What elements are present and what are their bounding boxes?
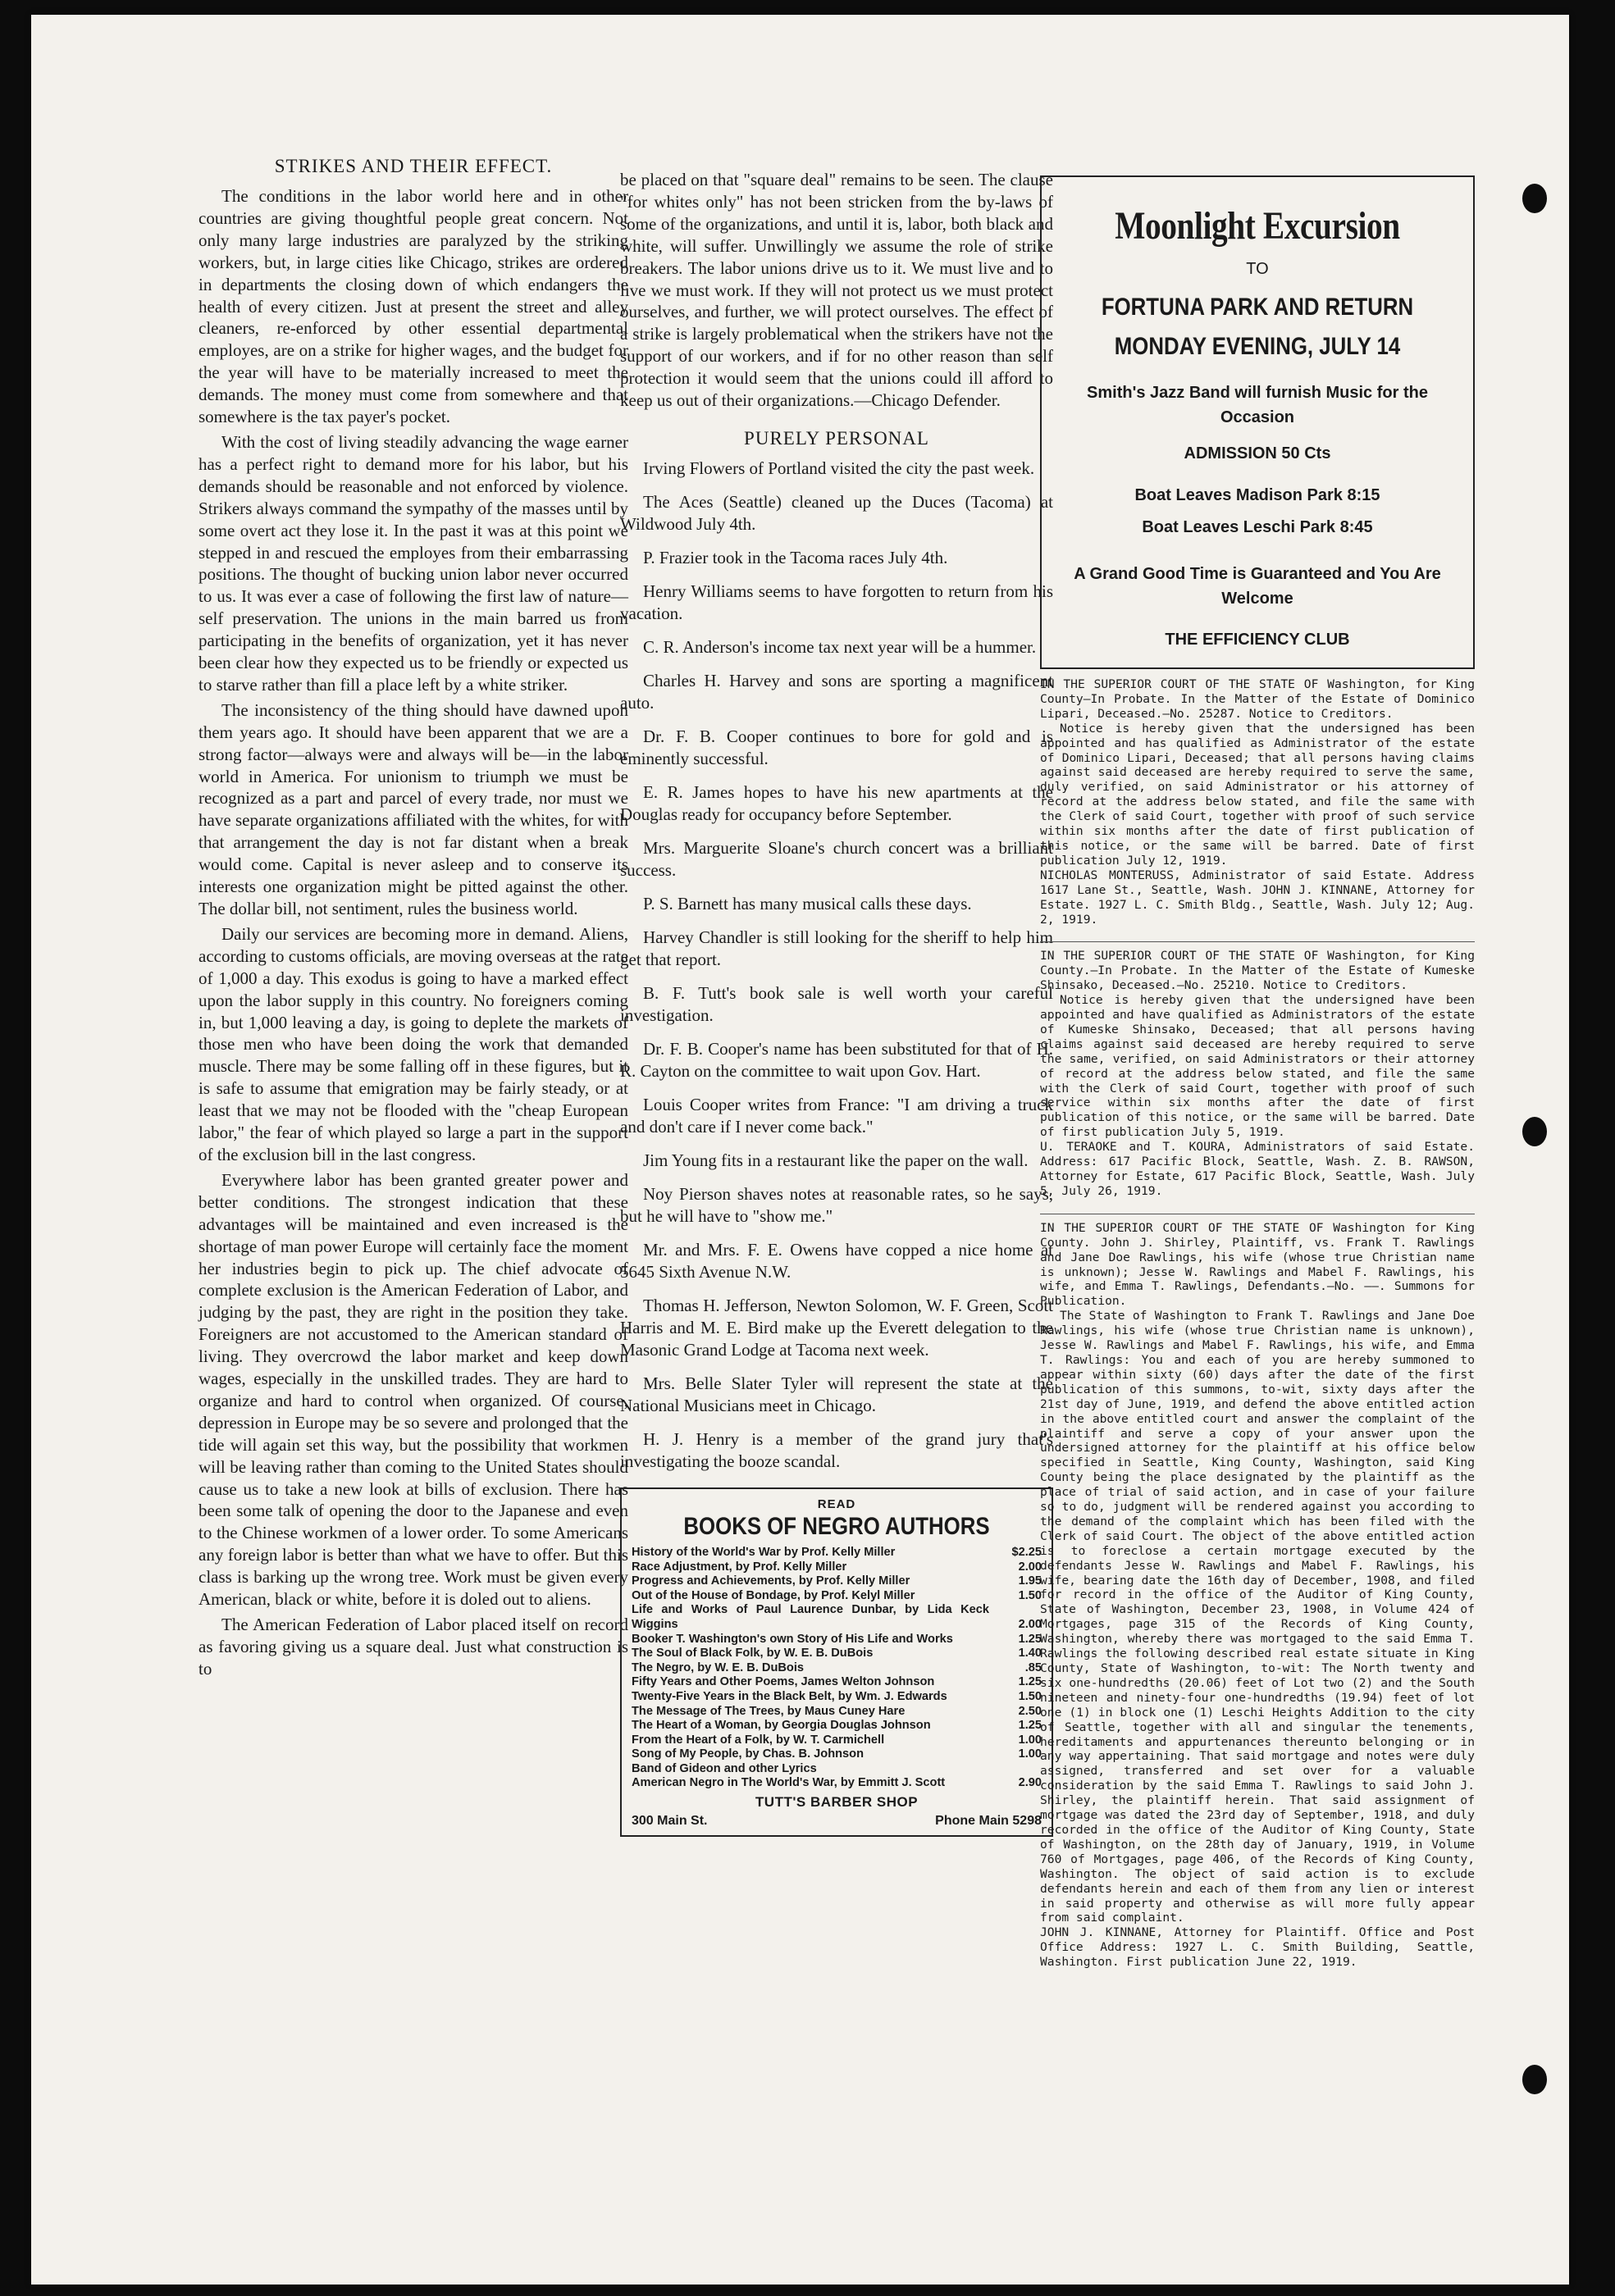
personal-item: Harvey Chandler is still looking for the sheriff to help him get that report. bbox=[620, 927, 1053, 969]
excursion-destination: FORTUNA PARK AND RETURN bbox=[1101, 294, 1414, 321]
book-title: Twenty-Five Years in the Black Belt, by Wm. J. Edwards bbox=[632, 1689, 947, 1703]
personals-title: PURELY PERSONAL bbox=[744, 427, 929, 449]
book-price: 1.25 bbox=[1018, 1632, 1042, 1646]
book-price: 1.40 bbox=[1018, 1647, 1042, 1660]
book-price: 2.50 bbox=[1018, 1704, 1042, 1718]
personal-item: Mrs. Marguerite Sloane's church concert was a brilliant success. bbox=[620, 837, 1053, 880]
book-price: 1.25 bbox=[1018, 1675, 1042, 1689]
personal-item: Noy Pierson shaves notes at reasonable rates, so he says, but he will have to "show me." bbox=[620, 1183, 1053, 1226]
book-title: History of the World's War by Prof. Kelly Miller bbox=[632, 1545, 896, 1559]
book-item bbox=[632, 1705, 1042, 1720]
editorial-paragraph: Daily our services are becoming more in demand. Aliens, according to customs officials, are moving overseas at the rate of 1,000 a day. This exodus is going to have a marked effect upon the labor supply in this country. No foreigners coming in, but 1,000 leaving a day, is going to deplete the markets of those men who have been doing the work that demanded muscle. There may be some falling off in these figures, but it is safe to assume that emigration may be fairly steady, or at least that we may not be flooded with the "cheap European labor," the fear of which played so large a part in the support of the exclusion bill in the last congress. bbox=[198, 923, 628, 1164]
personal-item: Dr. F. B. Cooper continues to bore for gold and is eminently successful. bbox=[620, 726, 1053, 768]
book-item bbox=[632, 1776, 1042, 1791]
book-title: From the Heart of a Folk, by W. T. Carmichell bbox=[632, 1733, 885, 1747]
personal-item: P. S. Barnett has many musical calls these days. bbox=[643, 893, 972, 913]
book-item bbox=[632, 1560, 1042, 1575]
book-price: .85 bbox=[1024, 1660, 1042, 1674]
book-price: 1.50 bbox=[1018, 1689, 1042, 1703]
book-price: 1.00 bbox=[1018, 1733, 1042, 1747]
binder-hole-bottom bbox=[1522, 2065, 1547, 2094]
personal-item: E. R. James hopes to have his new apartments at the Douglas ready for occupancy before September. bbox=[620, 781, 1053, 824]
editorial-title: STRIKES AND THEIR EFFECT. bbox=[274, 156, 553, 176]
personal-item: Charles H. Harvey and sons are sporting a magnificent auto. bbox=[620, 670, 1053, 713]
notice-signature: NICHOLAS MONTERUSS, Administrator of said Estate. Address 1617 Lane St., Seattle, Wash. JOHN J. KINNANE, Attorney for Estate. 1927 L. C. Smith Bldg., Seattle, Wash. July 12; Aug. 2, 1919. bbox=[1040, 868, 1475, 927]
editorial-paragraph: The inconsistency of the thing should have dawned upon them years ago. It should have been apparent that we are a strong factor—always were and always will be—in the labor world in America. For unionism to triumph we must be recognized as a part and parcel of every trade, nor must we have separate organizations affiliated with the whites, for with that arrangement the day is not far distant when a break would come. Capital is never asleep and to conserve its interests one organization might be pitted against the other. The dollar bill, not sentiment, rules the business world. bbox=[198, 699, 628, 918]
book-price: 2.90 bbox=[1018, 1776, 1042, 1790]
editorial-paragraph: The conditions in the labor world here and in other countries are giving thoughtful people great concern. Not only many large industries are paralyzed by the striking workers, but, in large cities like Chicago, strikes are ordered in departments the closing down of which endangers the health of every citizen. Just at present the street and alley cleaners, re-enforced by other essential departmental employes, are on a strike for higher wages, and the budget for the year will have to be materially increased to meet the demands. The money must come from somewhere and that somewhere is the tax payer's pocket. bbox=[198, 186, 628, 427]
legal-notice-lipari bbox=[1040, 677, 1475, 927]
personal-item: Dr. F. B. Cooper's name has been substituted for that of H. R. Cayton on the committee to wait upon Gov. Hart. bbox=[620, 1038, 1053, 1081]
personal-item: B. F. Tutt's book sale is well worth your careful investigation. bbox=[620, 982, 1053, 1025]
book-title: The Message of The Trees, by Maus Cuney Hare bbox=[632, 1704, 906, 1718]
personal-item: Irving Flowers of Portland visited the city the past week. bbox=[643, 458, 1035, 478]
books-ad-read: READ bbox=[817, 1496, 856, 1511]
excursion-title: Moonlight Excursion bbox=[1115, 204, 1400, 248]
personal-item: The Aces (Seattle) cleaned up the Duces (Tacoma) at Wildwood July 4th. bbox=[620, 491, 1053, 534]
excursion-to: TO bbox=[1246, 260, 1269, 278]
excursion-date: MONDAY EVENING, JULY 14 bbox=[1114, 333, 1401, 360]
books-advertisement bbox=[620, 1487, 1053, 1837]
book-title: Life and Works of Paul Laurence Dunbar, by Lida Keck Wiggins bbox=[632, 1603, 989, 1631]
binder-hole-top bbox=[1522, 184, 1547, 213]
legal-notice-summons bbox=[1040, 1221, 1475, 1970]
book-title: Out of the House of Bondage, by Prof. Kelyl Miller bbox=[632, 1588, 915, 1602]
book-price: $2.25 bbox=[1011, 1545, 1042, 1559]
book-item bbox=[632, 1603, 1042, 1632]
personal-item: Louis Cooper writes from France: "I am driving a truck and don't care if I never come back." bbox=[620, 1094, 1053, 1137]
personal-item: Henry Williams seems to have forgotten to return from his vacation. bbox=[620, 581, 1053, 623]
books-ad-shop: TUTT'S BARBER SHOP bbox=[755, 1794, 919, 1811]
book-item bbox=[632, 1690, 1042, 1705]
book-price: 2.00 bbox=[1018, 1560, 1042, 1574]
personal-item: P. Frazier took in the Tacoma races July 4th. bbox=[643, 547, 948, 567]
excursion-club: THE EFFICIENCY CLUB bbox=[1165, 631, 1350, 649]
book-item bbox=[632, 1675, 1042, 1690]
book-title: American Negro in The World's War, by Emmitt J. Scott bbox=[632, 1776, 946, 1790]
book-title: Fifty Years and Other Poems, James Welton Johnson bbox=[632, 1675, 935, 1689]
books-ad-title: BOOKS OF NEGRO AUTHORS bbox=[683, 1512, 990, 1540]
book-item bbox=[632, 1762, 1042, 1777]
book-price: 1.95 bbox=[1018, 1574, 1042, 1588]
book-price: 1.25 bbox=[1018, 1719, 1042, 1733]
notice-body: Notice is hereby given that the undersigned has been appointed and has qualified as Administrator of the estate of Dominico Lipari, Deceased; that all persons having claims against said deceased are hereby required to serve the same, duly verified, on said Administrator or his attorney of record at the address below stated, and file the same with the Clerk of said Court, together with proof of such service within six months after the date of first publication of this notice, or the same will be barred. Date of first publication July 12, 1919. bbox=[1040, 721, 1475, 868]
books-ad-address: 300 Main St. bbox=[632, 1814, 708, 1829]
personal-item: Mrs. Belle Slater Tyler will represent the state at the National Musicians meet in Chicago. bbox=[620, 1373, 1053, 1415]
personal-item: Mr. and Mrs. F. E. Owens have copped a nice home at 5645 Sixth Avenue N.W. bbox=[620, 1239, 1053, 1282]
book-item bbox=[632, 1574, 1042, 1589]
binder-hole-middle bbox=[1522, 1117, 1547, 1146]
books-ad-footer bbox=[632, 1814, 1042, 1829]
notice-signature: U. TERAOKE and T. KOURA, Administrators of said Estate. Address: 617 Pacific Block, Seattle, Wash. Z. B. RAWSON, Attorney for Estate, 617 Pacific Block, Seattle, Wash. July 5, July 26, 1919. bbox=[1040, 1140, 1475, 1198]
book-item bbox=[632, 1733, 1042, 1748]
book-title: Progress and Achievements, by Prof. Kelly Miller bbox=[632, 1574, 910, 1588]
notice-body: Notice is hereby given that the undersigned have been appointed and have qualified as Administrators of the estate of Kumeske Shinsako, Deceased; that all persons having claims against said deceased are hereby required to serve the same, verified, on said Administrators or their attorney of record at the address below stated, and file the same with the Clerk of said Court, together with proof of such service within six months after the date of first publication of this notice, or the same will be barred. Date of first publication July 5, 1919. bbox=[1040, 993, 1475, 1140]
book-title: The Soul of Black Folk, by W. E. B. DuBois bbox=[632, 1647, 874, 1660]
notice-body: The State of Washington to Frank T. Rawlings and Jane Doe Rawlings, his wife (whose true Christian name is unknown), Jesse W. Rawlings and Mabel F. Rawlings, his wife, and Emma T. Rawlings: You and each of you are hereby summoned to appear within sixty (60) days after the date of the first publication of this summons, to-wit, sixty days after the 21st day of June, 1919, and defend the above entitled action in the above entitled court and answer the complaint of the plaintiff and serve a copy of your answer upon the undersigned attorney for the plaintiff at his office below specified in Seattle, King County, Washington, said King County being the place designated by the plaintiff as the place of trial of said action, and in case of your failure so to do, judgment will be rendered against you according to the demand of the complaint which has been filed with the Clerk of said Court. The object of the above entitled action is to foreclose a certain mortgage executed by the defendants Jesse W. Rawlings and Mabel F. Rawlings, his wife, bearing date the 16th day of December, 1908, and filed for record in the office of the Auditor of King County, State of Washington, December 23, 1908, in Volume 424 of Mortgages, page 315 of the Records of King County, Washington, whereby there was mortgaged to the said Emma T. Rawlings the following described real estate situate in King County, State of Washington, to-wit: The North twenty and six one-hundredths (20.06) feet of Lot two (2) and the South nineteen and ninety-four one-hundredths (19.94) feet of lot one (1) in block one (1) Leschi Heights Addition to the city of Seattle, together with all and singular the tenements, hereditaments and appurtenances thereunto belonging or in any way appertaining. That said mortgage and notes were duly assigned, transferred and set over for a valuable consideration by the said Emma T. Rawlings to said John J. Shirley, the plaintiff herein. That said assignment of mortgage was dated the 23rd day of September, 1918, and duly recorded in the office of the Auditor of King County, State of Washington, on the 28th day of January, 1919, in Volume 760 of Mortgages, page 406, of the Records of King County, Washington. The object of said action is to exclude defendants herein and each of them from any lien or interest in said property and otherwise as will more fully appear from said complaint. bbox=[1040, 1309, 1475, 1925]
newspaper-page bbox=[31, 15, 1569, 2285]
personal-item: H. J. Henry is a member of the grand jury that's investigating the booze scandal. bbox=[620, 1428, 1053, 1471]
excursion-guarantee: A Grand Good Time is Guaranteed and You Are Welcome bbox=[1074, 565, 1441, 608]
book-item bbox=[632, 1546, 1042, 1560]
notice-heading: IN THE SUPERIOR COURT OF THE STATE OF Washington, for King County.—In Probate. In the Matter of the Estate of Kumeske Shinsako, Deceased.—No. 25210. Notice to Creditors. bbox=[1040, 949, 1475, 993]
excursion-admission: ADMISSION 50 Cts bbox=[1184, 444, 1331, 462]
notice-heading: IN THE SUPERIOR COURT OF THE STATE OF Washington for King County. John J. Shirley, Plaintiff, vs. Frank T. Rawlings and Jane Doe Rawlings, his wife (whose true Christian name is unknown); Jesse W. Rawlings and Mabel F. Rawlings, his wife, and Emma T. Rawlings, Defendants.—No. ——. Summons for Publication. bbox=[1040, 1220, 1475, 1309]
editorial-paragraph: Everywhere labor has been granted greater power and better conditions. The strongest indication that these advantages will be maintained and even increased is the shortage of man power Europe will certainly face the moment her industries begin to pick up. The chief advocate of complete exclusion is the American Federation of Labor, and judging by the past, they are right in the position they take. Foreigners are not accustomed to the American standard of living. They overcrowd the labor market and keep down wages, especially in the unskilled trades. They are hard to organize and hard to control when organized. Of course, depression in Europe may be so severe and prolonged that the tide will again set this way, but the possibility that workmen will be leaving rather than coming to the United States should cause us to take a new look at bills of exclusion. There has been some talk of opening the door to the Japanese and even to the Chinese workmen of a lower order. To some Americans any foreign labor is better than what we have to offer. But this class is barking up the wrong tree. Work must be given every American, black or white, before it is doled out to aliens. bbox=[198, 1169, 628, 1610]
personal-item: Thomas H. Jefferson, Newton Solomon, W. F. Green, Scott Harris and M. E. Bird make up the Everett delegation to the Masonic Grand Lodge at Tacoma next week. bbox=[620, 1295, 1053, 1360]
book-list bbox=[632, 1546, 1042, 1791]
column-editorial bbox=[198, 146, 628, 1683]
book-price: 2.00 bbox=[1018, 1617, 1042, 1631]
book-price: 1.00 bbox=[1018, 1747, 1042, 1761]
notice-divider bbox=[1040, 941, 1475, 942]
book-title: The Heart of a Woman, by Georgia Douglas Johnson bbox=[632, 1719, 931, 1733]
editorial-paragraph: With the cost of living steadily advancing the wage earner has a perfect right to demand more for his labor, but his demands should be reasonable and not enforced by violence. Strikers always command the sympathy of the masses until by some overt act they lose it. In the past it was at this point we stepped in and rescued the employes from their embarrassing positions. The thought of bucking union labor never occurred to us. It was ever a case of following the first law of nature—self preservation. The unions in the main barred us from participating in the benefits of organization, yet it has never been clear how they expected us to be friendly or expected us to starve rather than fill a place left by a white striker. bbox=[198, 431, 628, 695]
book-title: The Negro, by W. E. B. DuBois bbox=[632, 1660, 805, 1674]
personal-item: Jim Young fits in a restaurant like the paper on the wall. bbox=[643, 1150, 1029, 1170]
editorial-continuation: be placed on that "square deal" remains to be seen. The clause "for whites only" has not been stricken from the by-laws of some of the organizations, and until it is, labor, both black and white, will suffer. Unwillingly we assume the role of strike breakers. The labor unions drive us to it. We must live and to live we must work. If they will not protect us we must protect ourselves, and further, we will protect ourselves. The effect of a strike is largely problematical when the strikers have not the support of our workers, and if for no other reason than self protection it would seem that the unions could ill afford to keep us out of their organizations.—Chicago Defender. bbox=[620, 170, 1053, 411]
excursion-advertisement bbox=[1040, 175, 1475, 669]
column-personals bbox=[620, 146, 1053, 1837]
book-title: Race Adjustment, by Prof. Kelly Miller bbox=[632, 1560, 847, 1574]
excursion-boat-madison: Boat Leaves Madison Park 8:15 bbox=[1134, 486, 1380, 504]
personal-item: C. R. Anderson's income tax next year will be a hummer. bbox=[643, 636, 1037, 657]
column-notices bbox=[1040, 146, 1475, 1970]
book-item bbox=[632, 1633, 1042, 1647]
excursion-music: Smith's Jazz Band will furnish Music for the Occasion bbox=[1087, 384, 1428, 426]
excursion-boat-leschi: Boat Leaves Leschi Park 8:45 bbox=[1142, 518, 1373, 536]
book-title: Song of My People, by Chas. B. Johnson bbox=[632, 1747, 864, 1761]
book-item bbox=[632, 1647, 1042, 1661]
book-price: 1.50 bbox=[1018, 1588, 1042, 1602]
book-item bbox=[632, 1719, 1042, 1733]
notice-signature: JOHN J. KINNANE, Attorney for Plaintiff. Office and Post Office Address: 1927 L. C. Smith Building, Seattle, Washington. First publication June 22, 1919. bbox=[1040, 1925, 1475, 1970]
legal-notice-shinsako bbox=[1040, 949, 1475, 1198]
editorial-paragraph: The American Federation of Labor placed itself on record as favoring giving us a square deal. Just what construction is to bbox=[198, 1615, 628, 1679]
book-item bbox=[632, 1747, 1042, 1762]
books-ad-phone: Phone Main 5298 bbox=[935, 1814, 1042, 1829]
book-item bbox=[632, 1589, 1042, 1604]
notice-heading: IN THE SUPERIOR COURT OF THE STATE OF Washington, for King County—In Probate. In the Matter of the Estate of Dominico Lipari, Deceased.—No. 25287. Notice to Creditors. bbox=[1040, 677, 1475, 721]
book-title: Booker T. Washington's own Story of His Life and Works bbox=[632, 1632, 953, 1646]
book-title: Band of Gideon and other Lyrics bbox=[632, 1761, 817, 1775]
book-item bbox=[632, 1661, 1042, 1676]
